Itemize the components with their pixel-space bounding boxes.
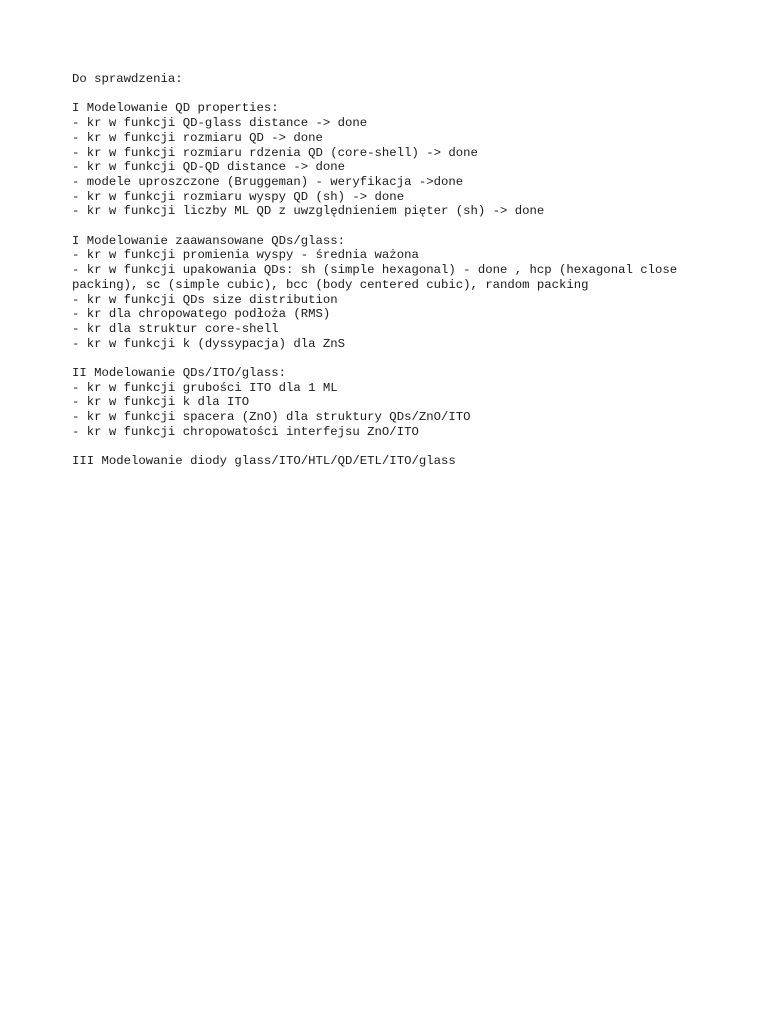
spacer [72, 219, 752, 234]
section-heading: I Modelowanie QD properties: [72, 101, 279, 116]
list-item: - modele uproszczone (Bruggeman) - weryfikacja ->done [72, 174, 464, 189]
section-qd-properties [72, 101, 752, 219]
list-item: - kr w funkcji k dla ITO [72, 395, 250, 410]
list-item: - kr w funkcji grubości ITO dla 1 ML [72, 380, 338, 395]
list-item: - kr w funkcji chropowatości interfejsu ZnO/ITO [72, 424, 419, 439]
list-item: - kr dla struktur core-shell [72, 321, 279, 336]
document-page [72, 72, 752, 469]
list-item: - kr w funkcji rozmiaru QD -> done [72, 130, 323, 145]
document-intro: Do sprawdzenia: [72, 72, 183, 86]
list-item: - kr w funkcji upakowania QDs: sh (simple hexagonal) - done , hcp (hexagonal close [72, 263, 678, 278]
list-item: - kr w funkcji promienia wyspy - średnia ważona [72, 248, 419, 263]
spacer [72, 87, 752, 102]
section-diode-modeling [72, 454, 752, 469]
section-heading: I Modelowanie zaawansowane QDs/glass: [72, 233, 346, 248]
list-item-continuation: packing), sc (simple cubic), bcc (body centered cubic), random packing [72, 277, 589, 292]
spacer [72, 440, 752, 455]
list-item: - kr w funkcji QDs size distribution [72, 292, 338, 307]
list-item: - kr w funkcji QD-QD distance -> done [72, 160, 346, 175]
list-item: - kr dla chropowatego podłoża (RMS) [72, 307, 331, 322]
section-heading: II Modelowanie QDs/ITO/glass: [72, 366, 287, 381]
list-item: - kr w funkcji rozmiaru rdzenia QD (core-shell) -> done [72, 145, 478, 160]
section-heading: III Modelowanie diody glass/ITO/HTL/QD/ETL/ITO/glass [72, 454, 456, 469]
section-advanced-qds-glass [72, 234, 752, 352]
list-item: - kr w funkcji rozmiaru wyspy QD (sh) -> done [72, 189, 405, 204]
list-item: - kr w funkcji QD-glass distance -> done [72, 116, 368, 131]
list-item: - kr w funkcji liczby ML QD z uwzględnieniem pięter (sh) -> done [72, 204, 545, 219]
list-item: - kr w funkcji spacera (ZnO) dla struktury QDs/ZnO/ITO [72, 410, 471, 425]
list-item: - kr w funkcji k (dyssypacja) dla ZnS [72, 336, 346, 351]
section-qds-ito-glass [72, 366, 752, 440]
spacer [72, 351, 752, 366]
